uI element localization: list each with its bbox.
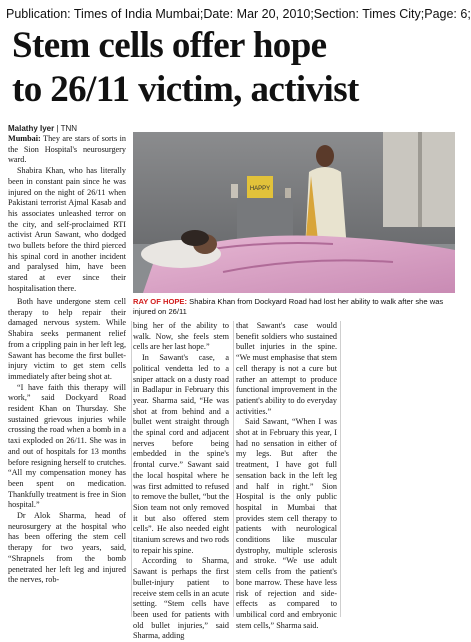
hospital-ward-photo — [133, 132, 455, 293]
article-column-3 — [236, 321, 337, 630]
dateline: Mumbai: — [8, 134, 41, 143]
headline-line-2: to 26/11 victim, activist — [12, 69, 359, 110]
happy-box-label: HAPPY — [249, 186, 271, 192]
article-paragraph: Dr Alok Sharma, head of neurosurgery at the hospital who has been offering the stem cell therapy for two years, said, “Shrapnels from the bomb penetrated her left leg and injured the nerves, rob- — [8, 511, 126, 585]
article-paragraph: Both have undergone stem cell therapy to help repair their damaged nervous system. While Shabira seeks permanent relief from a crippling pain in her left leg, Sawant has become the first bullet-injury victim to get stem cells immediately after being shot at. — [8, 297, 126, 381]
byline-author: Malathy Iyer — [8, 124, 55, 133]
column-rule — [340, 321, 341, 617]
article-paragraph: that Sawant's case would benefit soldiers who sustained bullet injuries in the spine. “We must emphasise that stem cell therapy is not a cure but rather an attempt to produce functional improvement in the patient's ability to do everyday activities.” — [236, 321, 337, 416]
column-rule — [131, 321, 132, 617]
column-rule — [233, 321, 234, 617]
article-paragraph: According to Sharma, Sawant is perhaps the first bullet-injury patient to receive stem cells in an acute setting. “Stem cells have been used for patients with old bullet injuries,” said Sharma, adding — [133, 556, 229, 641]
article-paragraph: Shabira Khan, who has literally been in constant pain since he was injured on the night of 26/11 when Pakistani terrorist Ajmal Kasab and his associates unleashed terror on the city, and self-proclaimed RTI activist Arun Sawant, who dodged two bullets before the third pierced his spinal cord in another incident and paralysed him, have been stared at ever since their hospitalisation there. — [8, 166, 126, 293]
caption-kicker: RAY OF HOPE: — [133, 297, 188, 306]
article-paragraph: Said Sawant, “When I was shot at in February this year, I had no sensation in either of my legs. But after the treatment, I have got full sensation back in the left leg and half in right.” Sion Hospital is the only public hospital in Mumbai that provides stem cell therapy to patients with neurological conditions like muscular dystrophy, multiple sclerosis and stroke. “We use adult stem cells from the patient's bone marrow. These have less risk of rejection and side-effects as compared to umbilical cord and embryonic stem cells,” Sharma said. — [236, 417, 337, 630]
article-paragraph: “I have faith this therapy will work,” said Dockyard Road resident Khan on Thursday. She sustained grievous injuries while crossing the road when a bomb in a taxi exploded on 26/11. She was in and out of hospitals for 13 months before resigning herself to crutches. “All my compensation money has been spent on medication. Thankfully treatment is free in Sion hospital.” — [8, 382, 126, 510]
article-column-1-bottom — [8, 297, 126, 619]
article-paragraph: In Sawant's case, a political vendetta led to a sniper attack on a dusty road in Badlapur in February this year. Sharma said, “He was shot at from behind and a bullet went straight through the spinal cord and adjacent nerves before being embedded in the spine's frontal curve.” Sawant said the local hospital where he was first admitted to refused to remove the bullet, “but the Sion team not only removed it but also offered stem cells”. He also needed eight titanium screws and two rods to repair his spine. — [133, 353, 229, 555]
article-paragraph: Mumbai: They are stars of sorts in the Sion Hospital's neurosurgery ward. — [8, 134, 126, 165]
byline — [8, 124, 77, 133]
article-photo — [133, 132, 455, 293]
article-column-1-top — [8, 134, 126, 294]
article-paragraph: bing her of the ability to walk. Now, she feels stem cells are her last hope.” — [133, 321, 229, 352]
publication-line: Publication: Times of India Mumbai;Date: Mar 20, 2010;Section: Times City;Page: 6; — [6, 7, 471, 21]
article-column-2 — [133, 321, 229, 641]
caption-text: Shabira Khan from Dockyard Road had lost her ability to walk after she was injured on 26/11 — [133, 297, 444, 316]
photo-caption — [133, 297, 455, 317]
byline-agency: | TNN — [56, 124, 78, 133]
headline-line-1: Stem cells offer hope — [12, 25, 327, 66]
